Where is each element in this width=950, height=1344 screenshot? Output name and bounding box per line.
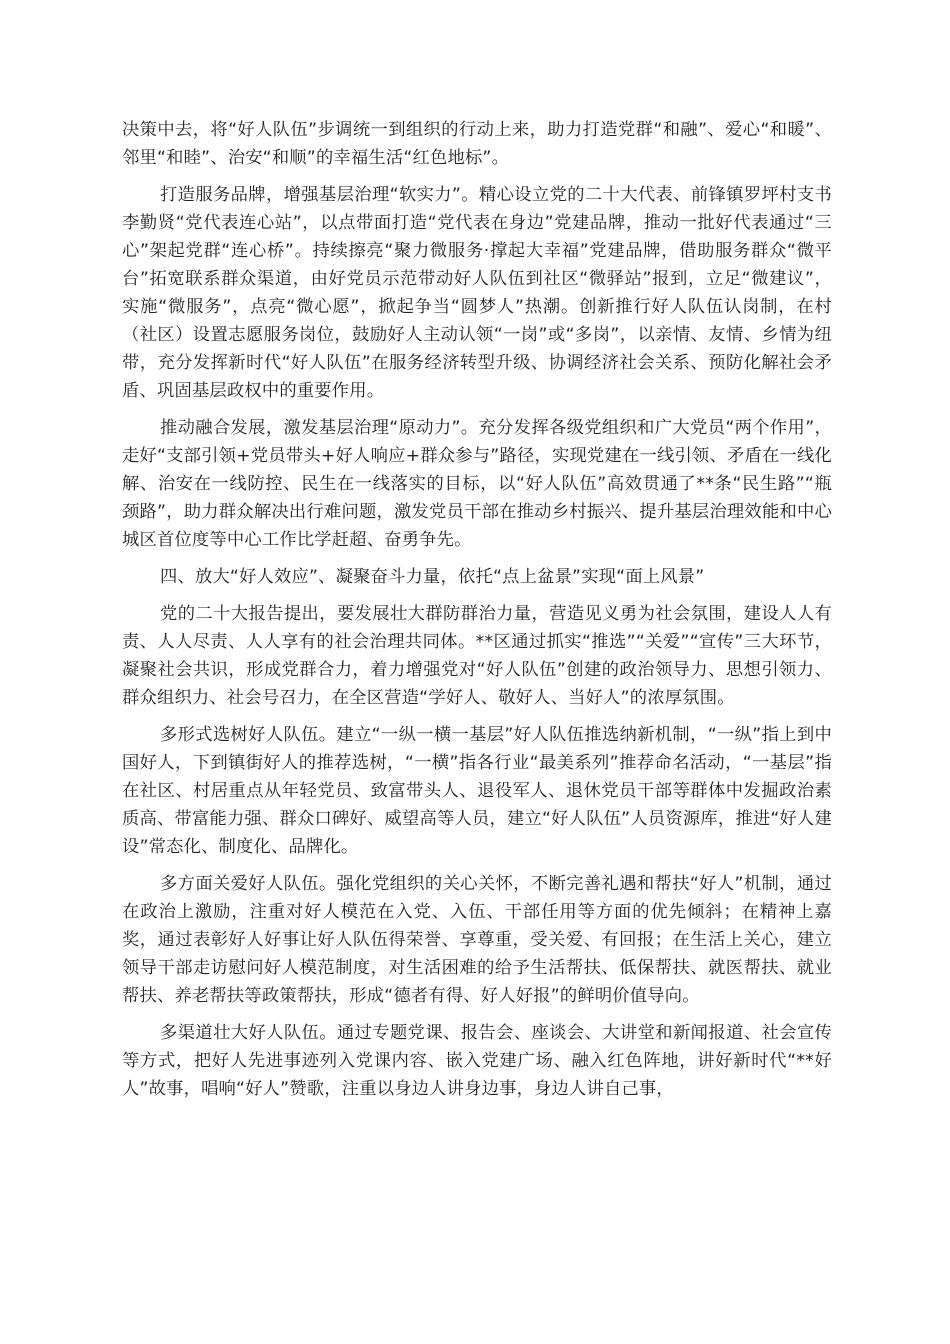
paragraph-selection: 多形式选树好人队伍。建立“一纵一横一基层”好人队伍推选纳新机制，“一纵”指上到中国好人，下到镇街好人的推荐选树，“一横”指各行业“最美系列”推荐命名活动，“一基层”指在社区、村居重点从年轻党员、致富带头人、退役军人、退休党员干部等群体中发掘政治素质高、带富能力强、群众口碑好、威望高等人员，建立“好人队伍”人员资源库，推进“好人建设”常态化、制度化、品牌化。 [122, 725, 832, 857]
paragraph-expansion: 多渠道壮大好人队伍。通过专题党课、报告会、座谈会、大讲堂和新闻报道、社会宣传等方式，把好人先进事迹列入党课内容、嵌入党建广场、融入红色阵地，讲好新时代“**好人”故事，唱响“好人”赞歌，注重以身边人讲身边事，身边人讲自己事， [122, 1023, 832, 1099]
document-page [122, 116, 832, 1112]
paragraph-integration: 推动融合发展，激发基层治理“原动力”。充分发挥各级党组织和广大党员“两个作用”，走好“支部引领+党员带头+好人响应+群众参与”路径，实现党建在一线引领、矛盾在一线化解、治安在一线防控、民生在一线落实的目标，以“好人队伍”高效贯通了**条“民生路”“瓶颈路”，助力群众解决出行难问题，激发党员干部在推动乡村振兴、提升基层治理效能和中心城区首位度等中心工作比学赶超、奋勇争先。 [122, 418, 832, 550]
paragraph-continuation: 决策中去，将“好人队伍”步调统一到组织的行动上来，助力打造党群“和融”、爱心“和暖”、邻里“和睦”、治安“和顺”的幸福生活“红色地标”。 [122, 120, 832, 168]
section-heading-four: 四、放大“好人效应”、凝聚奋斗力量，依托“点上盆景”实现“面上风景” [160, 567, 705, 587]
paragraph-care: 多方面关爱好人队伍。强化党组织的关心关怀，不断完善礼遇和帮扶“好人”机制，通过在政治上激励，注重对好人模范在入党、入伍、干部任用等方面的优先倾斜；在精神上嘉奖，通过表彰好人好事让好人队伍得荣誉、享尊重，受关爱、有回报；在生活上关心，建立领导干部走访慰问好人模范制度，对生活困难的给予生活帮扶、低保帮扶、就医帮扶、就业帮扶、养老帮扶等政策帮扶，形成“德者有得、好人好报”的鲜明价值导向。 [122, 874, 832, 1006]
paragraph-twentieth-congress: 党的二十大报告提出，要发展壮大群防群治力量，营造见义勇为社会氛围，建设人人有责、人人尽责、人人享有的社会治理共同体。**区通过抓实“推选”“关爱”“宣传”三大环节，凝聚社会共识，形成党群合力，着力增强党对“好人队伍”创建的政治领导力、思想引领力、群众组织力、社会号召力，在全区营造“学好人、敬好人、当好人”的浓厚氛围。 [122, 604, 832, 708]
paragraph-service-brand: 打造服务品牌，增强基层治理“软实力”。精心设立党的二十大代表、前锋镇罗坪村支书李勤贤“党代表连心站”，以点带面打造“党代表在身边”党建品牌，推动一批好代表通过“三心”架起党群“连心桥”。持续擦亮“聚力微服务·撑起大幸福”党建品牌，借助服务群众“微平台”拓宽联系群众渠道，由好党员示范带动好人队伍到社区“微驿站”报到，立足“微建议”，实施“微服务”，点亮“微心愿”，掀起争当“圆梦人”热潮。创新推行好人队伍认岗制，在村（社区）设置志愿服务岗位，鼓励好人主动认领“一岗”或“多岗”，以亲情、友情、乡情为纽带，充分发挥新时代“好人队伍”在服务经济转型升级、协调经济社会关系、预防化解社会矛盾、巩固基层政权中的重要作用。 [122, 185, 832, 401]
